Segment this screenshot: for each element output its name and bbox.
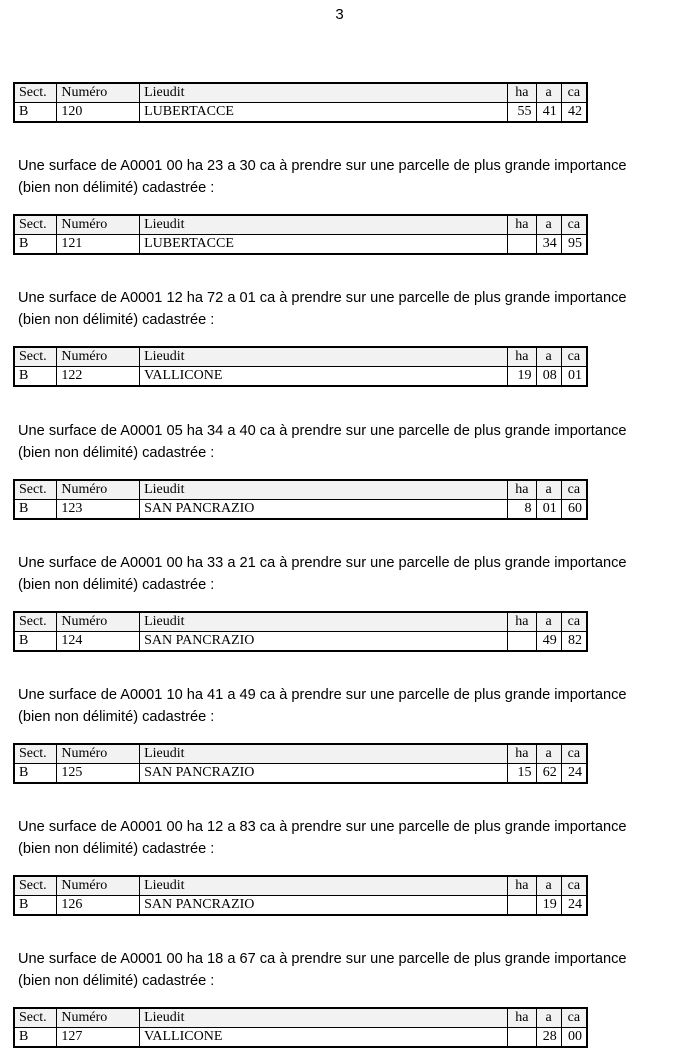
parcel-table [13,875,588,916]
page-number: 3 [335,6,344,23]
table-header-row [14,83,587,103]
parcel-table [13,82,588,123]
header-a: a [536,876,561,896]
header-a: a [536,83,561,103]
header-a: a [536,347,561,367]
cell-ca: 24 [561,764,587,784]
table-row [14,235,587,255]
table-header-row [14,215,587,235]
cell-lieudit: LUBERTACCE [140,103,508,123]
cell-ha: 8 [508,500,536,520]
header-a: a [536,1008,561,1028]
cell-sect: B [14,235,57,255]
header-ca: ca [561,83,587,103]
header-ha: ha [508,347,536,367]
parcel-intro-text [18,287,668,331]
cell-ca: 42 [561,103,587,123]
table-header-row [14,480,587,500]
intro-line: Une surface de A0001 12 ha 72 a 01 ca à prendre sur une parcelle de plus grande importance [18,290,627,306]
parcel-intro-text [18,552,668,596]
cell-ca: 60 [561,500,587,520]
intro-line: (bien non délimité) cadastrée : [18,841,215,857]
header-a: a [536,744,561,764]
intro-line: (bien non délimité) cadastrée : [18,180,215,196]
cell-a: 34 [536,235,561,255]
cell-lieudit: VALLICONE [140,367,508,387]
cell-lieudit: SAN PANCRAZIO [140,764,508,784]
table-header-row [14,744,587,764]
intro-line: (bien non délimité) cadastrée : [18,973,215,989]
parcel-table [13,346,588,387]
table-row [14,764,587,784]
intro-line: (bien non délimité) cadastrée : [18,445,215,461]
cell-numero: 125 [57,764,140,784]
header-lieudit: Lieudit [140,347,508,367]
cell-a: 08 [536,367,561,387]
intro-line: (bien non délimité) cadastrée : [18,577,215,593]
table-row [14,500,587,520]
header-lieudit: Lieudit [140,876,508,896]
header-ha: ha [508,480,536,500]
cell-numero: 127 [57,1028,140,1048]
cell-ca: 82 [561,632,587,652]
header-numero: Numéro [57,347,140,367]
table-row [14,367,587,387]
cell-a: 49 [536,632,561,652]
header-lieudit: Lieudit [140,612,508,632]
header-lieudit: Lieudit [140,1008,508,1028]
intro-line: Une surface de A0001 00 ha 23 a 30 ca à prendre sur une parcelle de plus grande importance [18,158,627,174]
cell-ca: 01 [561,367,587,387]
header-sect: Sect. [14,215,57,235]
header-ca: ca [561,480,587,500]
header-sect: Sect. [14,83,57,103]
header-a: a [536,612,561,632]
header-ha: ha [508,744,536,764]
parcel-table [13,743,588,784]
cell-sect: B [14,896,57,916]
parcel-intro-text [18,948,668,992]
cell-a: 41 [536,103,561,123]
intro-line: Une surface de A0001 00 ha 33 a 21 ca à prendre sur une parcelle de plus grande importance [18,555,627,571]
cell-sect: B [14,367,57,387]
table-header-row [14,612,587,632]
cell-numero: 121 [57,235,140,255]
header-lieudit: Lieudit [140,83,508,103]
cell-numero: 124 [57,632,140,652]
cell-sect: B [14,103,57,123]
header-lieudit: Lieudit [140,215,508,235]
cell-sect: B [14,500,57,520]
table-header-row [14,876,587,896]
parcel-table [13,611,588,652]
cell-numero: 123 [57,500,140,520]
header-numero: Numéro [57,612,140,632]
header-numero: Numéro [57,215,140,235]
parcel-intro-text [18,684,668,728]
header-numero: Numéro [57,744,140,764]
header-sect: Sect. [14,480,57,500]
cell-a: 01 [536,500,561,520]
header-lieudit: Lieudit [140,744,508,764]
cell-lieudit: SAN PANCRAZIO [140,500,508,520]
header-sect: Sect. [14,347,57,367]
cell-numero: 120 [57,103,140,123]
header-ca: ca [561,215,587,235]
intro-line: Une surface de A0001 00 ha 18 a 67 ca à prendre sur une parcelle de plus grande importance [18,951,627,967]
cell-a: 19 [536,896,561,916]
cell-sect: B [14,764,57,784]
cell-ha [508,896,536,916]
cell-ca: 24 [561,896,587,916]
cell-sect: B [14,1028,57,1048]
parcel-table [13,1007,588,1048]
header-ha: ha [508,612,536,632]
header-numero: Numéro [57,1008,140,1028]
parcel-intro-text [18,816,668,860]
table-row [14,632,587,652]
cell-ha: 55 [508,103,536,123]
table-row [14,1028,587,1048]
cell-ha [508,1028,536,1048]
table-row [14,896,587,916]
cell-ha [508,632,536,652]
cell-numero: 122 [57,367,140,387]
header-ha: ha [508,876,536,896]
header-lieudit: Lieudit [140,480,508,500]
header-ca: ca [561,1008,587,1028]
cell-lieudit: SAN PANCRAZIO [140,896,508,916]
parcel-intro-text [18,420,668,464]
intro-line: Une surface de A0001 05 ha 34 a 40 ca à prendre sur une parcelle de plus grande importance [18,423,627,439]
cell-ha: 15 [508,764,536,784]
table-row [14,103,587,123]
header-ha: ha [508,83,536,103]
header-ca: ca [561,347,587,367]
cell-sect: B [14,632,57,652]
header-sect: Sect. [14,744,57,764]
intro-line: Une surface de A0001 00 ha 12 a 83 ca à prendre sur une parcelle de plus grande importance [18,819,627,835]
cell-ha: 19 [508,367,536,387]
header-ha: ha [508,215,536,235]
intro-line: (bien non délimité) cadastrée : [18,312,215,328]
table-header-row [14,347,587,367]
header-ca: ca [561,744,587,764]
cell-lieudit: LUBERTACCE [140,235,508,255]
intro-line: (bien non délimité) cadastrée : [18,709,215,725]
cell-ca: 95 [561,235,587,255]
parcel-intro-text [18,155,668,199]
header-numero: Numéro [57,876,140,896]
header-a: a [536,215,561,235]
cell-a: 28 [536,1028,561,1048]
parcel-table [13,214,588,255]
table-header-row [14,1008,587,1028]
cell-numero: 126 [57,896,140,916]
parcel-table [13,479,588,520]
cell-ha [508,235,536,255]
header-sect: Sect. [14,612,57,632]
header-a: a [536,480,561,500]
cell-lieudit: VALLICONE [140,1028,508,1048]
header-ha: ha [508,1008,536,1028]
header-numero: Numéro [57,83,140,103]
header-ca: ca [561,876,587,896]
header-ca: ca [561,612,587,632]
cell-a: 62 [536,764,561,784]
intro-line: Une surface de A0001 10 ha 41 a 49 ca à prendre sur une parcelle de plus grande importance [18,687,627,703]
cell-ca: 00 [561,1028,587,1048]
header-sect: Sect. [14,876,57,896]
header-sect: Sect. [14,1008,57,1028]
header-numero: Numéro [57,480,140,500]
cell-lieudit: SAN PANCRAZIO [140,632,508,652]
